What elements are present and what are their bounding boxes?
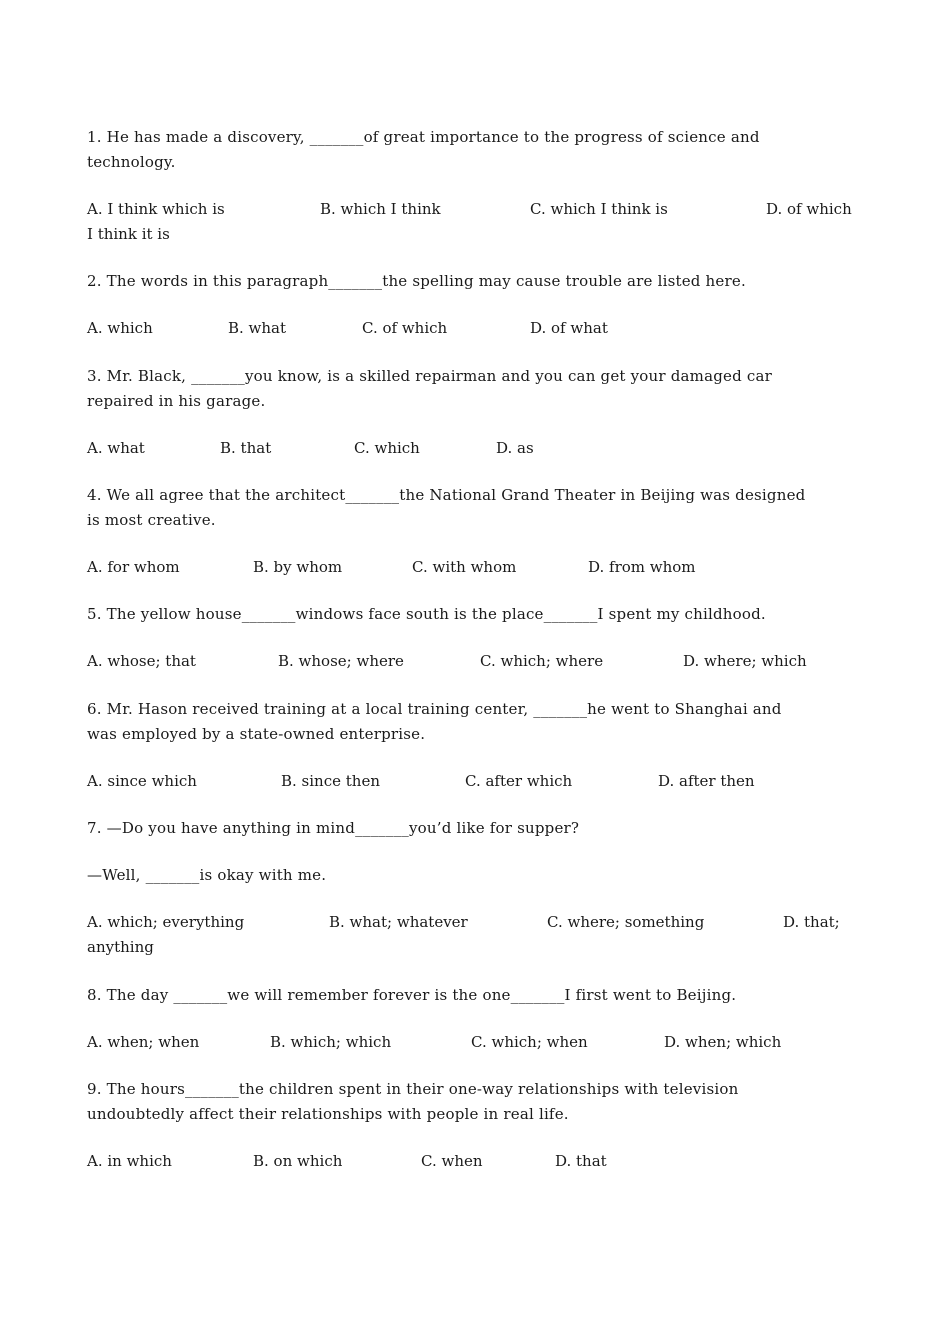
question-1-option-a: A. I think which is — [87, 200, 225, 218]
question-1-option-d-continued: I think it is — [87, 225, 170, 243]
question-5-option-a: A. whose; that — [87, 652, 196, 670]
question-4-option-c: C. with whom — [412, 558, 517, 576]
question-1-option-c: C. which I think is — [530, 200, 668, 218]
question-9-stem-line-2: undoubtedly affect their relationships with people in real life. — [87, 1105, 569, 1123]
question-6-option-c: C. after which — [465, 772, 573, 790]
question-4-option-b: B. by whom — [253, 558, 343, 576]
question-5-stem-line-1: 5. The yellow house_______windows face south is the place_______I spent my childhood. — [87, 605, 766, 623]
question-1-option-d: D. of which — [766, 200, 852, 218]
question-7-option-d-continued: anything — [87, 938, 154, 956]
question-9-stem-line-1: 9. The hours_______the children spent in their one-way relationships with television — [87, 1080, 739, 1098]
question-3-stem-line-1: 3. Mr. Black, _______you know, is a skilled repairman and you can get your damaged car — [87, 367, 772, 385]
question-8-option-b: B. which; which — [270, 1033, 392, 1051]
question-7-stem-line-2: —Well, _______is okay with me. — [87, 866, 327, 884]
question-5-option-b: B. whose; where — [278, 652, 404, 670]
question-2-option-b: B. what — [228, 319, 287, 337]
question-6-stem-line-2: was employed by a state-owned enterprise. — [87, 725, 426, 743]
question-7-stem-line-1: 7. —Do you have anything in mind_______you’d like for supper? — [87, 819, 580, 837]
question-9-option-d: D. that — [555, 1152, 607, 1170]
question-4-option-a: A. for whom — [87, 558, 180, 576]
question-7-option-d: D. that; — [783, 913, 840, 931]
question-8-option-a: A. when; when — [87, 1033, 200, 1051]
question-4-stem-line-1: 4. We all agree that the architect_______the National Grand Theater in Beijing was designed — [87, 486, 806, 504]
question-2-option-d: D. of what — [530, 319, 608, 337]
question-3-option-b: B. that — [220, 439, 272, 457]
question-3-option-c: C. which — [354, 439, 420, 457]
question-8-option-d: D. when; which — [664, 1033, 782, 1051]
question-9-option-a: A. in which — [87, 1152, 172, 1170]
question-6-option-a: A. since which — [87, 772, 197, 790]
question-2-option-c: C. of which — [362, 319, 448, 337]
question-5-option-c: C. which; where — [480, 652, 604, 670]
question-4-stem-line-2: is most creative. — [87, 511, 216, 529]
question-6-option-b: B. since then — [281, 772, 380, 790]
question-3-option-a: A. what — [87, 439, 145, 457]
question-1-stem-line-2: technology. — [87, 153, 176, 171]
question-8-option-c: C. which; when — [471, 1033, 588, 1051]
question-3-option-d: D. as — [496, 439, 534, 457]
question-7-option-a: A. which; everything — [87, 913, 245, 931]
question-2-stem-line-1: 2. The words in this paragraph_______the spelling may cause trouble are listed here. — [87, 272, 746, 290]
question-1-stem-line-1: 1. He has made a discovery, _______of great importance to the progress of science and — [87, 128, 760, 146]
question-6-stem-line-1: 6. Mr. Hason received training at a local training center, _______he went to Shanghai and — [87, 700, 782, 718]
question-1-option-b: B. which I think — [320, 200, 441, 218]
question-4-option-d: D. from whom — [588, 558, 696, 576]
question-2-option-a: A. which — [87, 319, 153, 337]
question-3-stem-line-2: repaired in his garage. — [87, 392, 266, 410]
question-7-option-b: B. what; whatever — [329, 913, 468, 931]
question-5-option-d: D. where; which — [683, 652, 807, 670]
question-6-option-d: D. after then — [658, 772, 755, 790]
question-9-option-c: C. when — [421, 1152, 483, 1170]
question-7-option-c: C. where; something — [547, 913, 705, 931]
question-8-stem-line-1: 8. The day _______we will remember forever is the one_______I first went to Beijing. — [87, 986, 737, 1004]
question-9-option-b: B. on which — [253, 1152, 343, 1170]
